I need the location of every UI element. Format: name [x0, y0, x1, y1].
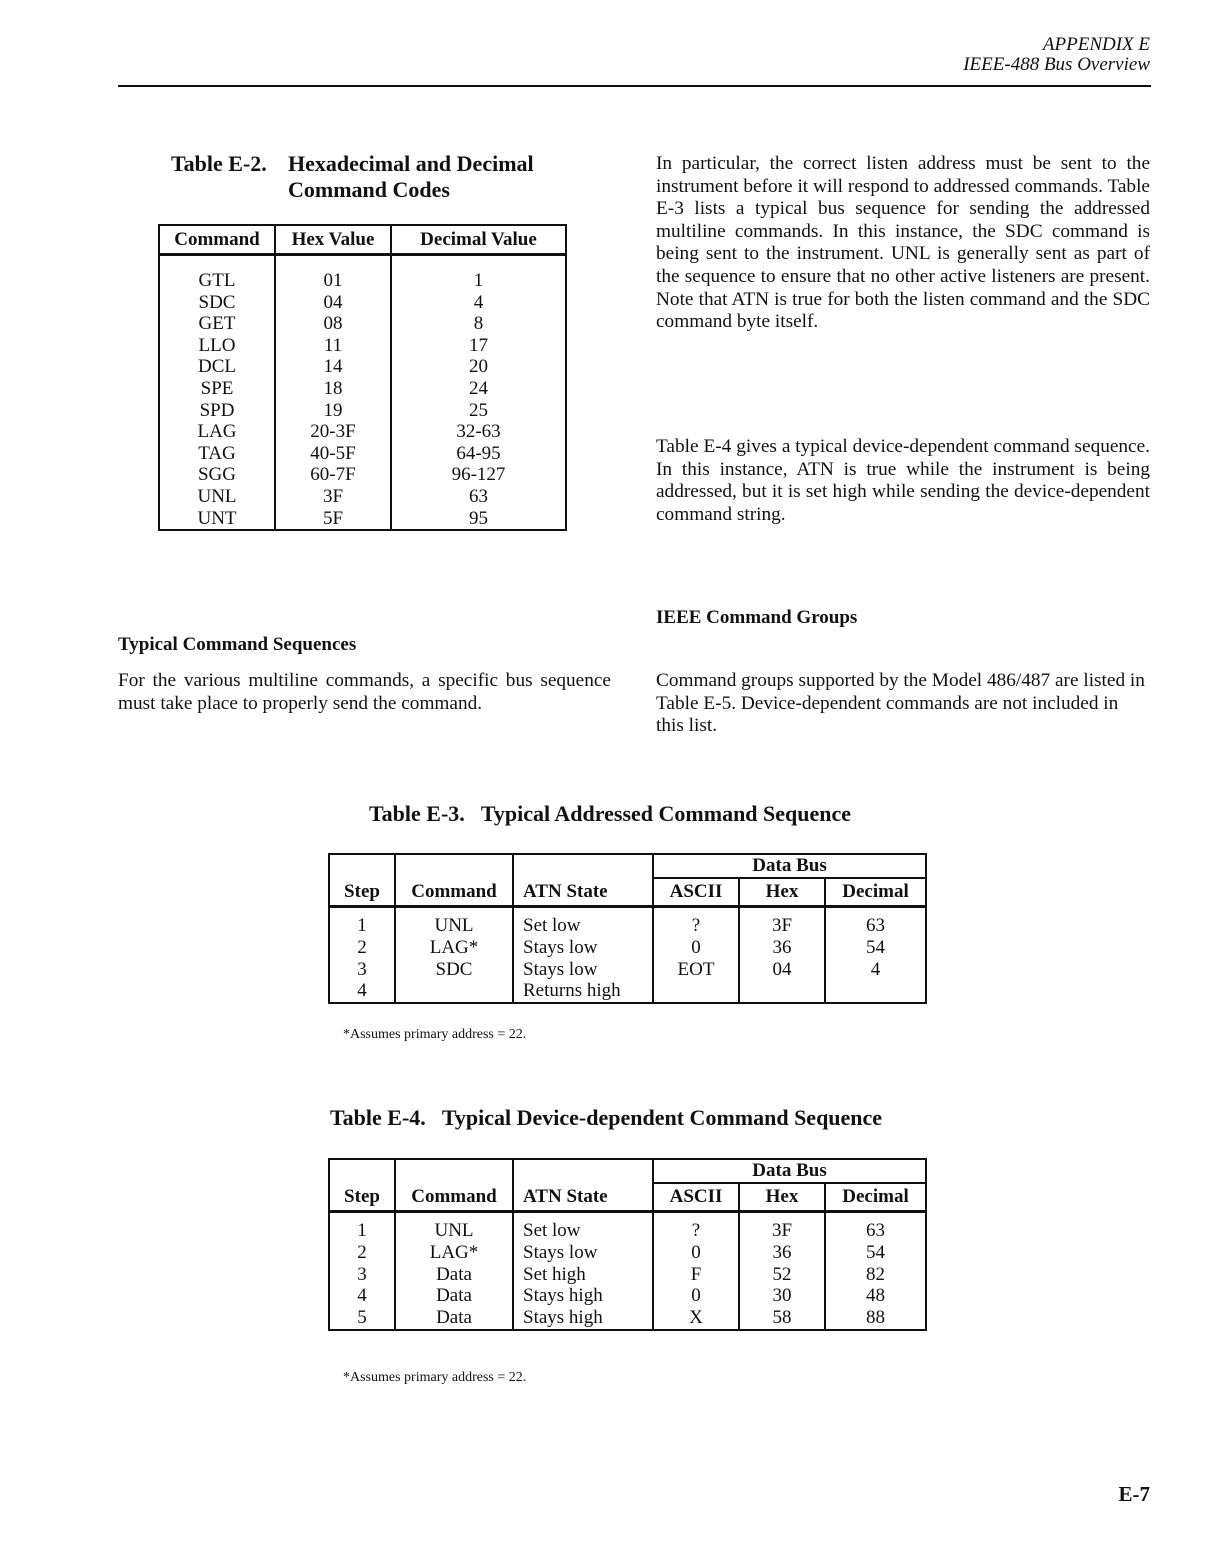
- table-e2-caption-line2: Command Codes: [288, 177, 450, 202]
- table-row: [159, 313, 566, 335]
- table-cell: 3F: [275, 486, 391, 508]
- table-cell: 36: [739, 937, 825, 959]
- table-cell: 24: [391, 378, 566, 400]
- table-cell: 04: [739, 959, 825, 981]
- table-cell: Data: [395, 1307, 513, 1330]
- table-e3-header-step-top: [329, 854, 395, 878]
- table-cell: Data: [395, 1285, 513, 1307]
- table-cell: GTL: [159, 270, 275, 292]
- table-cell: 4: [825, 959, 926, 981]
- paragraph-command-sequences: For the various multiline commands, a specific bus sequence must take place to properly send the command.: [118, 670, 611, 714]
- table-cell: SPD: [159, 400, 275, 422]
- table-cell: 0: [653, 937, 739, 959]
- table-cell: LAG: [159, 421, 275, 443]
- table-cell: 0: [653, 1285, 739, 1307]
- table-cell: UNL: [395, 915, 513, 937]
- table-cell: 88: [825, 1307, 926, 1330]
- table-e3: [328, 853, 927, 1004]
- table-e4-header-data-bus: Data Bus: [653, 1159, 926, 1183]
- table-e2-header-hex: Hex Value: [275, 225, 391, 255]
- table-cell: 18: [275, 378, 391, 400]
- table-cell: Stays high: [513, 1307, 653, 1330]
- table-e2-caption-number: Table E-2.: [171, 151, 267, 176]
- table-row: [159, 400, 566, 422]
- table-e4-header-command: Command: [395, 1183, 513, 1212]
- table-e2-body: [159, 255, 566, 531]
- table-cell: 1: [329, 1220, 395, 1242]
- table-cell: 3F: [739, 915, 825, 937]
- table-cell: 20-3F: [275, 421, 391, 443]
- table-cell: SPE: [159, 378, 275, 400]
- table-cell: SDC: [159, 292, 275, 314]
- table-row: [159, 421, 566, 443]
- table-cell: X: [653, 1307, 739, 1330]
- table-cell: SDC: [395, 959, 513, 981]
- table-cell: GET: [159, 313, 275, 335]
- table-cell: 17: [391, 335, 566, 357]
- table-cell: 3: [329, 959, 395, 981]
- table-row: [159, 508, 566, 531]
- table-e4-header-step: Step: [329, 1183, 395, 1212]
- table-cell: Stays low: [513, 1242, 653, 1264]
- table-cell: EOT: [653, 959, 739, 981]
- table-cell: 30: [739, 1285, 825, 1307]
- table-e4-header-decimal: Decimal: [825, 1183, 926, 1212]
- table-e2-caption-line1: Hexadecimal and Decimal: [288, 151, 534, 176]
- table-cell: 54: [825, 1242, 926, 1264]
- table-cell: 08: [275, 313, 391, 335]
- table-cell: 82: [825, 1264, 926, 1286]
- table-cell: 5: [329, 1307, 395, 1330]
- table-row: [159, 270, 566, 292]
- table-cell: 01: [275, 270, 391, 292]
- table-e2: [158, 224, 567, 531]
- table-e4-footnote: *Assumes primary address = 22.: [343, 1370, 527, 1385]
- table-row: [329, 980, 926, 1003]
- table-cell: Returns high: [513, 980, 653, 1003]
- table-cell: 8: [391, 313, 566, 335]
- table-cell: 14: [275, 356, 391, 378]
- running-header-appendix: APPENDIX E: [1042, 34, 1150, 55]
- table-e3-header-data-bus: Data Bus: [653, 854, 926, 878]
- table-e3-footnote: *Assumes primary address = 22.: [343, 1027, 527, 1042]
- section-heading-command-sequences: Typical Command Sequences: [118, 634, 357, 655]
- table-cell: F: [653, 1264, 739, 1286]
- table-cell: 2: [329, 1242, 395, 1264]
- table-row: [159, 335, 566, 357]
- table-e4: [328, 1158, 927, 1331]
- table-e4-header-atn-state: ATN State: [513, 1183, 653, 1212]
- table-e4-header-hex: Hex: [739, 1183, 825, 1212]
- table-cell: 5F: [275, 508, 391, 531]
- paragraph-device-dependent: Table E-4 gives a typical device-dependent command sequence. In this instance, ATN is true while the instrument is being addressed, but it is set high while sending the device-dependent command string.: [656, 436, 1150, 525]
- table-cell: 1: [329, 915, 395, 937]
- table-cell: TAG: [159, 443, 275, 465]
- table-cell: DCL: [159, 356, 275, 378]
- table-e3-header-atn-state: ATN State: [513, 878, 653, 907]
- table-cell: 96-127: [391, 464, 566, 486]
- table-cell: 20: [391, 356, 566, 378]
- table-e2-header-decimal: Decimal Value: [391, 225, 566, 255]
- table-e3-caption: Table E-3. Typical Addressed Command Sequence: [369, 801, 852, 826]
- table-cell: Set low: [513, 1220, 653, 1242]
- table-e4-header-ascii: ASCII: [653, 1183, 739, 1212]
- table-cell: 60-7F: [275, 464, 391, 486]
- table-cell: ?: [653, 1220, 739, 1242]
- table-cell: 58: [739, 1307, 825, 1330]
- table-e3-header-command-top: [395, 854, 513, 878]
- table-cell: 54: [825, 937, 926, 959]
- table-row: [329, 1307, 926, 1330]
- table-cell: UNT: [159, 508, 275, 531]
- table-cell: 2: [329, 937, 395, 959]
- paragraph-listen-address: In particular, the correct listen address must be sent to the instrument before it will respond to addressed commands. Table E-3 lists a typical bus sequence for sending the addressed multiline commands. In this instance, the SDC command is being sent to the instrument. UNL is generally sent as part of the sequence to ensure that no other active listeners are present. Note that ATN is true for both the listen command and the SDC command byte itself.: [656, 153, 1150, 333]
- table-cell: ?: [653, 915, 739, 937]
- table-row: [329, 1220, 926, 1242]
- table-cell: 4: [391, 292, 566, 314]
- table-cell: 63: [825, 915, 926, 937]
- table-cell: 25: [391, 400, 566, 422]
- table-e3-header-decimal: Decimal: [825, 878, 926, 907]
- table-cell: 3: [329, 1264, 395, 1286]
- table-row: [329, 1242, 926, 1264]
- table-e4-body: [329, 1212, 926, 1330]
- table-cell: Set high: [513, 1264, 653, 1286]
- table-row: [329, 959, 926, 981]
- table-cell: 40-5F: [275, 443, 391, 465]
- table-cell: 1: [391, 270, 566, 292]
- table-cell: Set low: [513, 915, 653, 937]
- table-cell: [825, 980, 926, 1003]
- table-row: [159, 443, 566, 465]
- table-e3-header-ascii: ASCII: [653, 878, 739, 907]
- table-cell: 36: [739, 1242, 825, 1264]
- table-cell: [653, 980, 739, 1003]
- table-cell: LAG*: [395, 1242, 513, 1264]
- table-e4-caption: Table E-4. Typical Device-dependent Command Sequence: [330, 1105, 883, 1130]
- table-cell: 63: [391, 486, 566, 508]
- table-e3-header-command: Command: [395, 878, 513, 907]
- table-e3-body: [329, 907, 926, 1004]
- table-e4-header-command-top: [395, 1159, 513, 1183]
- table-cell: Stays high: [513, 1285, 653, 1307]
- table-cell: 4: [329, 1285, 395, 1307]
- table-cell: 11: [275, 335, 391, 357]
- paragraph-command-groups: Command groups supported by the Model 486/487 are listed in Table E-5. Device-dependent commands are not included in this list.: [656, 670, 1145, 737]
- table-cell: LLO: [159, 335, 275, 357]
- table-cell: Stays low: [513, 959, 653, 981]
- table-row: [329, 1285, 926, 1307]
- header-rule: [118, 85, 1151, 87]
- table-cell: 32-63: [391, 421, 566, 443]
- table-cell: 63: [825, 1220, 926, 1242]
- table-e3-header-hex: Hex: [739, 878, 825, 907]
- table-cell: SGG: [159, 464, 275, 486]
- table-cell: [395, 980, 513, 1003]
- table-e2-header-command: Command: [159, 225, 275, 255]
- table-e4-header-step-top: [329, 1159, 395, 1183]
- table-cell: 64-95: [391, 443, 566, 465]
- table-row: [159, 486, 566, 508]
- table-cell: 04: [275, 292, 391, 314]
- table-cell: 4: [329, 980, 395, 1003]
- table-cell: Stays low: [513, 937, 653, 959]
- table-cell: [739, 980, 825, 1003]
- table-cell: 3F: [739, 1220, 825, 1242]
- table-cell: Data: [395, 1264, 513, 1286]
- table-row: [329, 915, 926, 937]
- table-cell: 52: [739, 1264, 825, 1286]
- table-row: [159, 356, 566, 378]
- table-cell: UNL: [395, 1220, 513, 1242]
- table-cell: LAG*: [395, 937, 513, 959]
- page-number: E-7: [1118, 1482, 1150, 1506]
- table-e4-header-atn-top: [513, 1159, 653, 1183]
- table-cell: 0: [653, 1242, 739, 1264]
- table-e3-header-atn-top: [513, 854, 653, 878]
- table-row: [329, 1264, 926, 1286]
- running-header-subtitle: IEEE-488 Bus Overview: [963, 54, 1150, 75]
- table-cell: 95: [391, 508, 566, 531]
- table-cell: UNL: [159, 486, 275, 508]
- table-cell: 19: [275, 400, 391, 422]
- section-heading-command-groups: IEEE Command Groups: [656, 607, 858, 628]
- table-row: [159, 464, 566, 486]
- table-row: [159, 378, 566, 400]
- table-e3-header-step: Step: [329, 878, 395, 907]
- table-row: [329, 937, 926, 959]
- table-cell: 48: [825, 1285, 926, 1307]
- table-row: [159, 292, 566, 314]
